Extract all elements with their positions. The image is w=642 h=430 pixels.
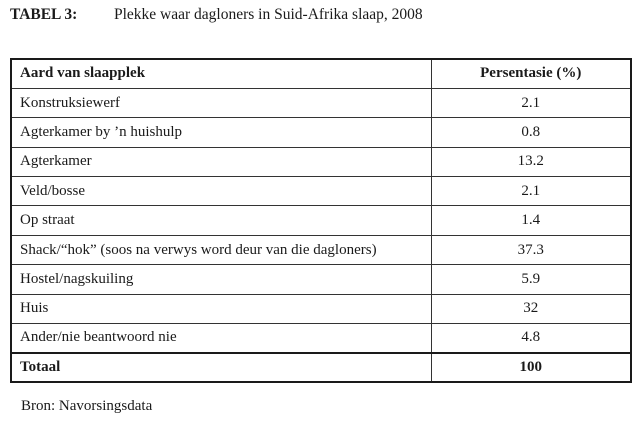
table-caption: [10, 6, 423, 24]
table-row: [11, 265, 631, 294]
table-row: [11, 206, 631, 235]
total-label-cell: Totaal: [11, 353, 431, 382]
percent-cell: 2.1: [431, 88, 631, 117]
percent-cell: 1.4: [431, 206, 631, 235]
place-cell: Ander/nie beantwoord nie: [11, 324, 431, 353]
column-header-place: Aard van slaapplek: [11, 59, 431, 88]
percent-cell: 13.2: [431, 147, 631, 176]
percent-cell: 4.8: [431, 324, 631, 353]
table-row: [11, 88, 631, 117]
total-row: [11, 353, 631, 382]
place-cell: Hostel/nagskuiling: [11, 265, 431, 294]
percent-cell: 32: [431, 294, 631, 323]
table-number-label: TABEL 3:: [10, 6, 78, 23]
table-row: [11, 177, 631, 206]
percent-cell: 0.8: [431, 118, 631, 147]
percent-cell: 2.1: [431, 177, 631, 206]
place-cell: Veld/bosse: [11, 177, 431, 206]
place-cell: Konstruksiewerf: [11, 88, 431, 117]
table-title: Plekke waar dagloners in Suid-Afrika slaap, 2008: [114, 6, 423, 23]
sleeping-places-table: [10, 58, 632, 383]
table-row: [11, 118, 631, 147]
source-note: Bron: Navorsingsdata: [21, 398, 153, 414]
percent-cell: 5.9: [431, 265, 631, 294]
place-cell: Shack/“hok” (soos na verwys word deur van die dagloners): [11, 235, 431, 264]
table-header-row: [11, 59, 631, 88]
table-row: [11, 294, 631, 323]
column-header-percent: Persentasie (%): [431, 59, 631, 88]
table-row: [11, 235, 631, 264]
place-cell: Op straat: [11, 206, 431, 235]
table-row: [11, 147, 631, 176]
percent-cell: 37.3: [431, 235, 631, 264]
place-cell: Agterkamer by ’n huishulp: [11, 118, 431, 147]
total-percent-cell: 100: [431, 353, 631, 382]
place-cell: Huis: [11, 294, 431, 323]
table-row: [11, 324, 631, 353]
place-cell: Agterkamer: [11, 147, 431, 176]
